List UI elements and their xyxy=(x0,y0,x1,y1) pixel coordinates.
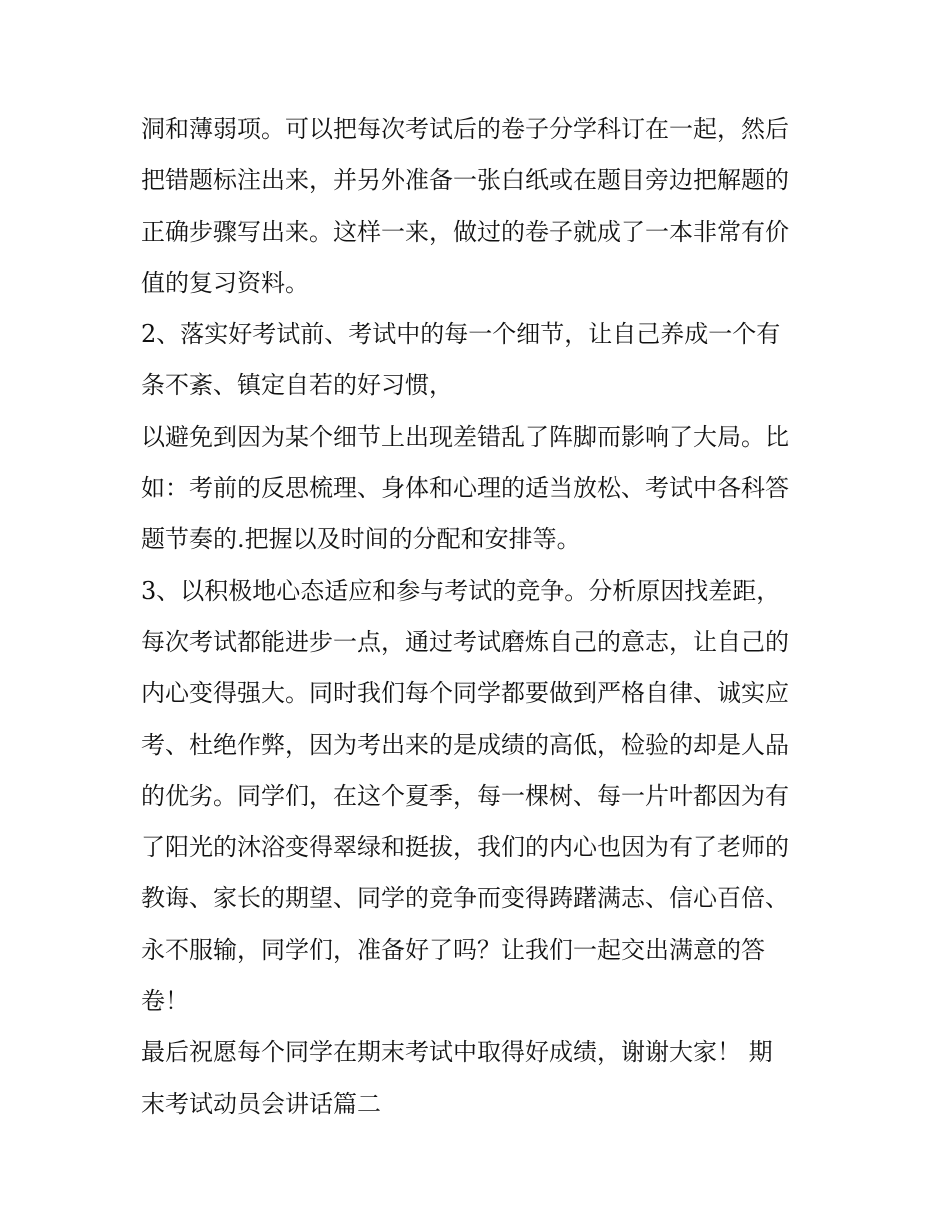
text-line: 题节奏的.把握以及时间的分配和安排等。 xyxy=(141,525,581,554)
text-line: 洞和薄弱项。可以把每次考试后的卷子分学科订在一起，然后 xyxy=(141,115,789,143)
text-line: 内心变得强大。同时我们每个同学都要做到严格自律、诚实应 xyxy=(141,679,789,708)
text-line: 教诲、家长的期望、同学的竞争而变得踌躇满志、信心百倍、 xyxy=(141,884,789,913)
text-line: 的优劣。同学们，在这个夏季，每一棵树、每一片叶都因为有 xyxy=(141,781,789,810)
text-line: 最后祝愿每个同学在期末考试中取得好成绩，谢谢大家！ 期 xyxy=(141,1038,773,1067)
text-line: 末考试动员会讲话篇二 xyxy=(141,1089,381,1118)
text-line: 把错题标注出来，并另外准备一张白纸或在题目旁边把解题的 xyxy=(141,166,789,195)
text-line: 2、落实好考试前、考试中的每一个细节，让自己养成一个有 xyxy=(141,320,781,349)
text-line: 每次考试都能进步一点，通过考试磨炼自己的意志，让自己的 xyxy=(141,627,789,656)
text-line: 3、以积极地心态适应和参与考试的竞争。分析原因找差距， xyxy=(141,576,781,605)
text-line: 条不紊、镇定自若的好习惯， xyxy=(141,371,453,400)
text-line: 值的复习资料。 xyxy=(141,268,309,297)
text-line: 如：考前的反思梳理、身体和心理的适当放松、考试中各科答 xyxy=(141,474,789,503)
text-line: 考、杜绝作弊，因为考出来的是成绩的高低，检验的却是人品 xyxy=(141,730,789,759)
text-line: 正确步骤写出来。这样一来，做过的卷子就成了一本非常有价 xyxy=(141,217,789,246)
text-line: 永不服输，同学们，准备好了吗？让我们一起交出满意的答 xyxy=(141,935,765,964)
body-text xyxy=(141,104,821,1130)
text-line: 卷！ xyxy=(141,987,189,1016)
text-line: 了阳光的沐浴变得翠绿和挺拔，我们的内心也因为有了老师的 xyxy=(141,833,789,862)
text-line: 以避免到因为某个细节上出现差错乱了阵脚而影响了大局。比 xyxy=(141,422,789,451)
